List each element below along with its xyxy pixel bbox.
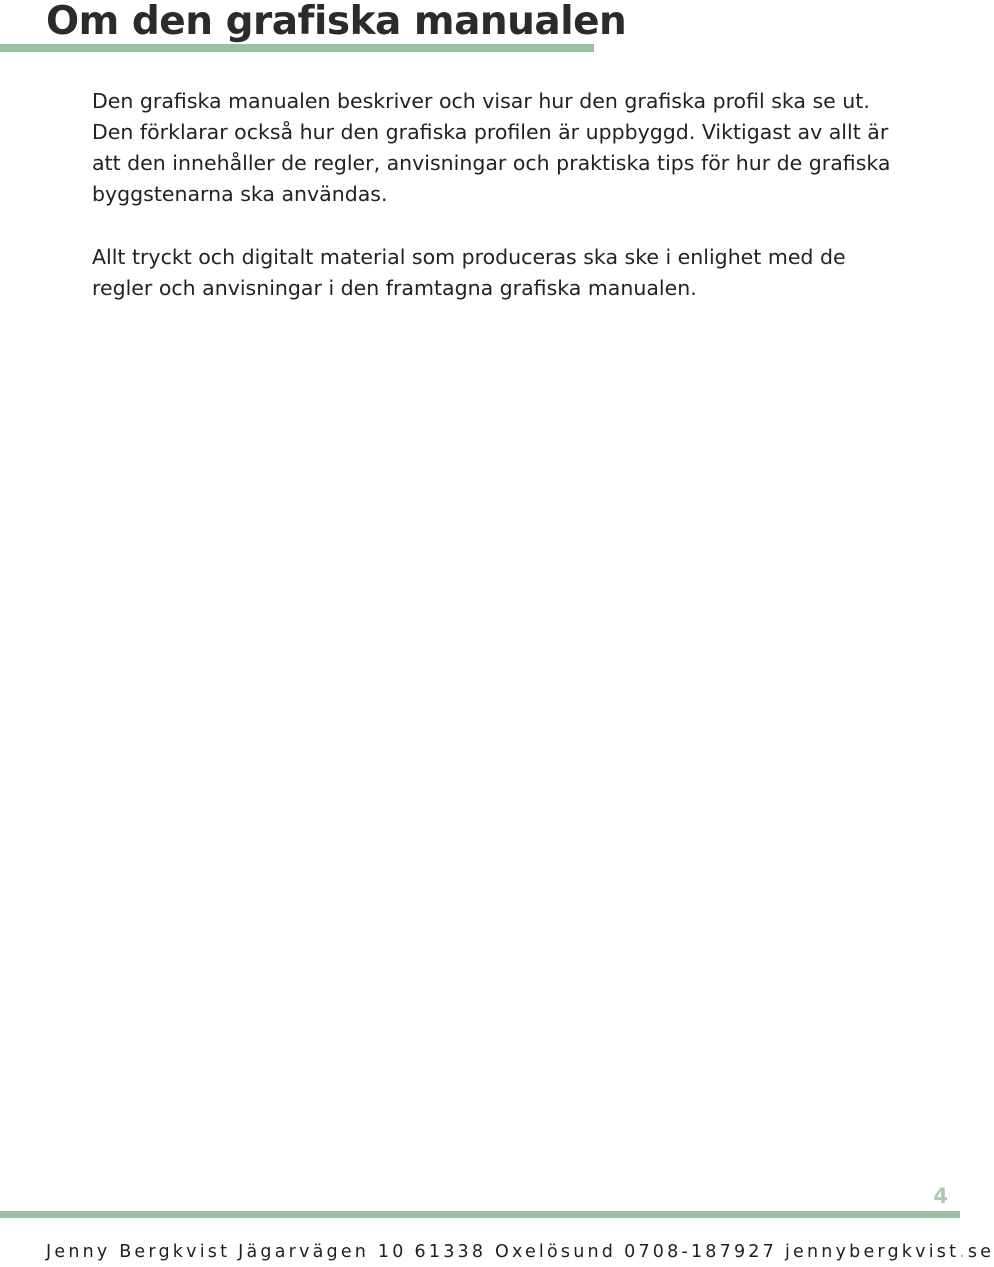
page-title: Om den grafiska manualen xyxy=(46,0,627,44)
footer-website[interactable] xyxy=(785,1242,994,1262)
footer-contact xyxy=(46,1242,994,1262)
website-dot: . xyxy=(959,1242,968,1262)
website-name: jennybergkvist xyxy=(784,1242,960,1262)
title-underline xyxy=(0,44,594,52)
paragraph-intro: Den grafiska manualen beskriver och visar hur den grafiska profil ska se ut. Den förklarar också hur den grafiska profilen är uppbyggd. Viktigast av allt är att den innehåller de regler, anvisningar och praktiska tips för hur de grafiska byggstenarna ska användas. xyxy=(92,89,891,206)
paragraph-rules: Allt tryckt och digitalt material som produceras ska ske i enlighet med de regler och anvisningar i den framtagna grafiska manualen. xyxy=(92,245,846,300)
website-tld: se xyxy=(967,1242,994,1262)
footer-street: Jägarvägen 10 xyxy=(238,1242,407,1262)
page-number: 4 xyxy=(933,1184,948,1208)
footer-phone: 0708-187927 xyxy=(624,1242,777,1262)
footer-name: Jenny Bergkvist xyxy=(46,1242,231,1262)
footer-rule xyxy=(0,1211,960,1218)
body-text xyxy=(92,86,892,336)
footer-city: 61338 Oxelösund xyxy=(414,1242,617,1262)
